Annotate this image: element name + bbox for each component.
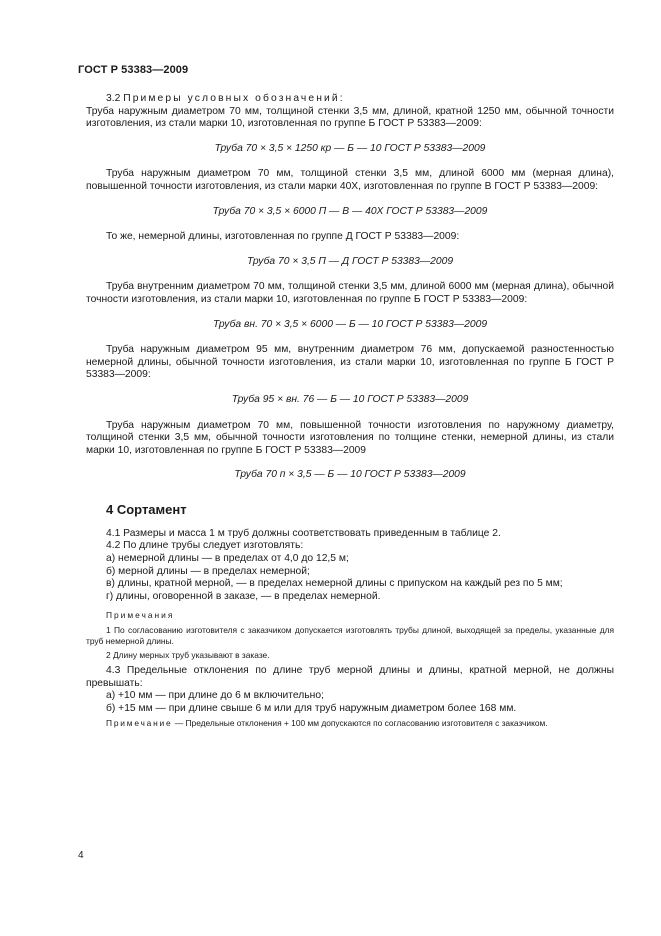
example-5-designation: Труба 95 × вн. 76 — Б — 10 ГОСТ Р 53383—2009: [231, 393, 469, 405]
clause-4-2: 4.2 По длине трубы следует изготовлять:: [106, 540, 304, 552]
list-item: а) +10 мм — при длине до 6 м включительно;: [106, 690, 324, 702]
clause-4-3: 4.3 Предельные отклонения по длине труб мерной длины и длины, кратной мерной, не должны превышать:: [86, 665, 614, 689]
section-4-title: 4 Сортамент: [106, 501, 187, 517]
list-item: г) длины, оговоренной в заказе, — в пределах немерной.: [106, 590, 381, 602]
example-1-designation: Труба 70 × 3,5 × 1250 кр — Б — 10 ГОСТ Р 53383—2009: [214, 142, 486, 154]
example-3-text: То же, немерной длины, изготовленная по группе Д ГОСТ Р 53383—2009:: [106, 231, 460, 243]
list-item: а) немерной длины — в пределах от 4,0 до 12,5 м;: [106, 553, 349, 565]
example-6-text: Труба наружным диаметром 70 мм, повышенной точности изготовления по наружному диаметру, толщиной стенки 3,5 мм, обычной точности изготовления по толщине стенки, немерной длины, из стали марки 10, изготовленная по группе Б ГОСТ Р 53383—2009: [86, 419, 614, 456]
list-item: б) мерной длины — в пределах немерной;: [106, 565, 310, 577]
examples-heading: [86, 93, 614, 106]
example-1-text: Труба наружным диаметром 70 мм, толщиной стенки 3,5 мм, длиной, кратной 1250 мм, обычной точности изготовления, из стали марки 10, изготовленная по группе Б ГОСТ Р 53383—2009:: [86, 105, 614, 130]
example-4-designation: Труба вн. 70 × 3,5 × 6000 — Б — 10 ГОСТ Р 53383—2009: [212, 318, 488, 330]
length-list: [86, 553, 614, 603]
examples-heading-text: Примеры условных обозначений:: [123, 93, 345, 104]
page-content: [86, 93, 614, 729]
examples-heading-number: 3.2: [106, 93, 121, 104]
page-number: 4: [78, 850, 84, 861]
deviation-list: [86, 690, 614, 715]
final-note-label: Примечание: [106, 718, 173, 729]
example-3-designation: Труба 70 × 3,5 П — Д ГОСТ Р 53383—2009: [246, 255, 454, 267]
example-2-text: Труба наружным диаметром 70 мм, толщиной стенки 3,5 мм, длиной 6000 мм (мерная длина), повышенной точности изготовления, из стали марки 40Х, изготовленная по группе В ГОСТ Р 53383—2009:: [86, 168, 614, 192]
final-note: [86, 718, 614, 729]
clause-4-1: 4.1 Размеры и масса 1 м труб должны соответствовать приведенным в таблице 2.: [106, 527, 501, 539]
document-header: ГОСТ Р 53383—2009: [78, 64, 189, 76]
example-2-designation: Труба 70 × 3,5 × 6000 П — В — 40Х ГОСТ Р 53383—2009: [212, 205, 488, 217]
final-note-text: — Предельные отклонения + 100 мм допускаются по согласованию изготовителя с заказчиком.: [172, 718, 548, 729]
example-5-text: Труба наружным диаметром 95 мм, внутренним диаметром 76 мм, допускаемой разностенностью немерной длины, обычной точности изготовления, из стали марки 10, изготовленная по группе Б ГОСТ Р 53383—2009:: [86, 344, 614, 381]
list-item: в) длины, кратной мерной, — в пределах немерной длины с припуском на каждый рез по 5 мм;: [106, 578, 563, 590]
list-item: б) +15 мм — при длине свыше 6 м или для труб наружным диаметром более 168 мм.: [106, 702, 517, 714]
note-1: 1 По согласованию изготовителя с заказчиком допускается изготовлять трубы длиной, выходящей за пределы, указанные для труб немерной длины.: [86, 625, 614, 647]
example-4-text: Труба внутренним диаметром 70 мм, толщиной стенки 3,5 мм, длиной 6000 мм (мерная длина), обычной точности изготовления, из стали марки 10, изготовленная по группе Б ГОСТ Р 53383—2009:: [86, 281, 614, 305]
example-6-designation: Труба 70 п × 3,5 — Б — 10 ГОСТ Р 53383—2009: [234, 469, 466, 481]
notes-heading: Примечания: [106, 610, 175, 621]
note-2: 2 Длину мерных труб указывают в заказе.: [106, 650, 270, 661]
